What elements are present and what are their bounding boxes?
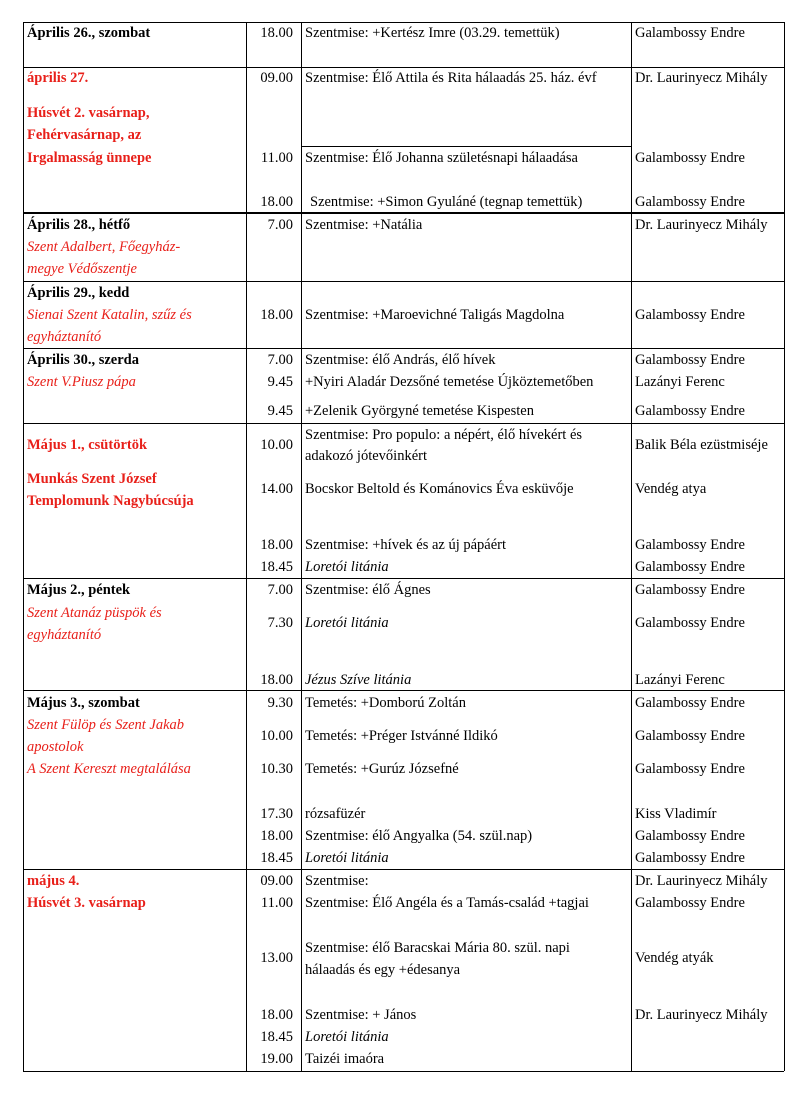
event-description: Szentmise: [305, 873, 369, 889]
row-border [23, 212, 784, 214]
saint-of-day: Sienai Szent Katalin, szűz és [27, 307, 192, 323]
event-time: 18.00 [260, 1007, 293, 1023]
feast-name: Húsvét 2. vasárnap, [27, 105, 150, 121]
event-time: 7.00 [267, 352, 293, 368]
event-celebrant: Galambossy Endre [635, 850, 745, 866]
event-description: Jézus Szíve litánia [305, 672, 412, 688]
event-time: 10.00 [260, 437, 293, 453]
event-description: Temetés: +Préger Istvánné Ildikó [305, 728, 498, 744]
event-time: 11.00 [260, 150, 293, 166]
event-description: Taizéi imaóra [305, 1051, 385, 1067]
event-celebrant: Kiss Vladimír [635, 806, 717, 822]
event-description: Loretói litánia [305, 559, 389, 575]
event-time: 9.30 [267, 695, 293, 711]
event-time: 10.30 [260, 761, 293, 777]
day-date: Április 29., kedd [27, 285, 130, 301]
event-description: rózsafüzér [305, 806, 366, 822]
event-description: Szentmise: élő András, élő hívek [305, 352, 496, 368]
saint-of-day: A Szent Kereszt megtalálása [27, 761, 191, 777]
event-time: 18.00 [260, 194, 293, 210]
event-celebrant: Galambossy Endre [635, 307, 745, 323]
row-border [23, 281, 784, 282]
saint-of-day: Szent V.Piusz pápa [27, 374, 136, 390]
event-time: 17.30 [260, 806, 293, 822]
day-date: Április 28., hétfő [27, 217, 131, 233]
event-time: 9.45 [267, 403, 293, 419]
event-time: 7.00 [267, 582, 293, 598]
row-border [23, 578, 784, 579]
day-date: Május 2., péntek [27, 582, 131, 598]
saint-of-day: Szent Fülöp és Szent Jakab [27, 717, 185, 733]
event-description: Szentmise: Élő Johanna születésnapi hálaadása [305, 150, 578, 166]
event-description: Szentmise: élő Baracskai Mária 80. szül. napi [305, 940, 570, 956]
event-time: 7.00 [267, 217, 293, 233]
event-celebrant: Galambossy Endre [635, 403, 745, 419]
event-description: Temetés: +Gurúz Józsefné [305, 761, 459, 777]
event-celebrant: Galambossy Endre [635, 695, 745, 711]
event-celebrant: Galambossy Endre [635, 352, 745, 368]
event-description: Bocskor Beltold és Kománovics Éva esküvője [305, 481, 574, 497]
event-description: Temetés: +Domború Zoltán [305, 695, 466, 711]
event-time: 18.00 [260, 828, 293, 844]
feast-name: Templomunk Nagybúcsúja [27, 493, 194, 509]
event-celebrant: Galambossy Endre [635, 895, 745, 911]
event-description: Szentmise: Pro populo: a népért, élő hívekért és [305, 427, 583, 443]
event-description: Szentmise: Élő Angéla és a Tamás-család +tagjai [305, 895, 589, 911]
event-time: 7.30 [267, 615, 293, 631]
day-date: április 27. [27, 70, 89, 86]
event-time: 19.00 [260, 1051, 293, 1067]
event-celebrant: Lazányi Ferenc [635, 672, 725, 688]
day-date: Április 26., szombat [27, 25, 151, 41]
cell-divider [301, 146, 631, 147]
event-time: 13.00 [260, 950, 293, 966]
event-description: Szentmise: +Maroevichné Taligás Magdolna [305, 307, 565, 323]
event-description: +Zelenik Györgyné temetése Kispesten [305, 403, 534, 419]
event-description: +Nyiri Aladár Dezsőné temetése Újköztemetőben [305, 374, 594, 390]
column-divider-celebrant [631, 22, 632, 1071]
saint-of-day: megye Védőszentje [27, 261, 137, 277]
table-border-right [784, 22, 785, 1071]
event-celebrant: Galambossy Endre [635, 761, 745, 777]
event-celebrant: Dr. Laurinyecz Mihály [635, 70, 768, 86]
event-celebrant: Galambossy Endre [635, 728, 745, 744]
table-border-left [23, 22, 24, 1071]
event-description: Szentmise: élő Ágnes [305, 582, 431, 598]
event-time: 18.00 [260, 672, 293, 688]
event-description: Szentmise: +Simon Gyuláné (tegnap temettük) [310, 194, 583, 210]
event-time: 18.45 [260, 1029, 293, 1045]
row-border [23, 22, 784, 23]
event-description: Loretói litánia [305, 850, 389, 866]
row-border [23, 1071, 784, 1072]
event-celebrant: Galambossy Endre [635, 559, 745, 575]
event-description: Szentmise: élő Angyalka (54. szül.nap) [305, 828, 533, 844]
feast-name: Fehérvasárnap, az [27, 127, 142, 143]
event-celebrant: Galambossy Endre [635, 828, 745, 844]
event-celebrant: Dr. Laurinyecz Mihály [635, 873, 768, 889]
saint-of-day: egyháztanító [27, 329, 102, 345]
event-description: adakozó jótevőinkért [305, 448, 427, 464]
day-date: Május 3., szombat [27, 695, 140, 711]
event-time: 18.00 [260, 307, 293, 323]
event-description: hálaadás és egy +édesanya [305, 962, 461, 978]
event-description: Szentmise: + János [305, 1007, 417, 1023]
feast-name: Irgalmasság ünnepe [27, 150, 152, 166]
event-celebrant: Galambossy Endre [635, 582, 745, 598]
row-border [23, 67, 784, 68]
event-description: Loretói litánia [305, 1029, 389, 1045]
row-border [23, 348, 784, 349]
event-time: 14.00 [260, 481, 293, 497]
event-celebrant: Lazányi Ferenc [635, 374, 725, 390]
event-description: Szentmise: Élő Attila és Rita hálaadás 25. ház. évf [305, 70, 597, 86]
event-celebrant: Vendég atyák [635, 950, 714, 966]
event-celebrant: Galambossy Endre [635, 150, 745, 166]
event-time: 18.45 [260, 559, 293, 575]
event-description: Szentmise: +Natália [305, 217, 423, 233]
event-description: Szentmise: +Kertész Imre (03.29. temettük) [305, 25, 560, 41]
feast-name: Munkás Szent József [27, 471, 157, 487]
event-celebrant: Galambossy Endre [635, 25, 745, 41]
event-celebrant: Vendég atya [635, 481, 707, 497]
event-time: 18.45 [260, 850, 293, 866]
event-celebrant: Galambossy Endre [635, 537, 745, 553]
event-time: 9.45 [267, 374, 293, 390]
day-date: Május 1., csütörtök [27, 437, 148, 453]
event-time: 11.00 [260, 895, 293, 911]
event-time: 09.00 [260, 70, 293, 86]
saint-of-day: Szent Adalbert, Főegyház- [27, 239, 181, 255]
column-divider-event [301, 22, 302, 1071]
day-date: Április 30., szerda [27, 352, 139, 368]
event-celebrant: Galambossy Endre [635, 615, 745, 631]
row-border [23, 690, 784, 691]
saint-of-day: Szent Atanáz püspök és [27, 605, 162, 621]
day-date: május 4. [27, 873, 80, 889]
event-time: 18.00 [260, 25, 293, 41]
event-celebrant: Dr. Laurinyecz Mihály [635, 1007, 768, 1023]
feast-name: Húsvét 3. vasárnap [27, 895, 146, 911]
event-time: 09.00 [260, 873, 293, 889]
event-celebrant: Dr. Laurinyecz Mihály [635, 217, 768, 233]
event-celebrant: Galambossy Endre [635, 194, 745, 210]
row-border [23, 869, 784, 870]
saint-of-day: egyháztanító [27, 627, 102, 643]
event-time: 18.00 [260, 537, 293, 553]
row-border [23, 423, 784, 424]
event-time: 10.00 [260, 728, 293, 744]
event-description: Szentmise: +hívek és az új pápáért [305, 537, 507, 553]
saint-of-day: apostolok [27, 739, 84, 755]
event-description: Loretói litánia [305, 615, 389, 631]
event-celebrant: Balik Béla ezüstmiséje [635, 437, 768, 453]
column-divider-time [246, 22, 247, 1071]
